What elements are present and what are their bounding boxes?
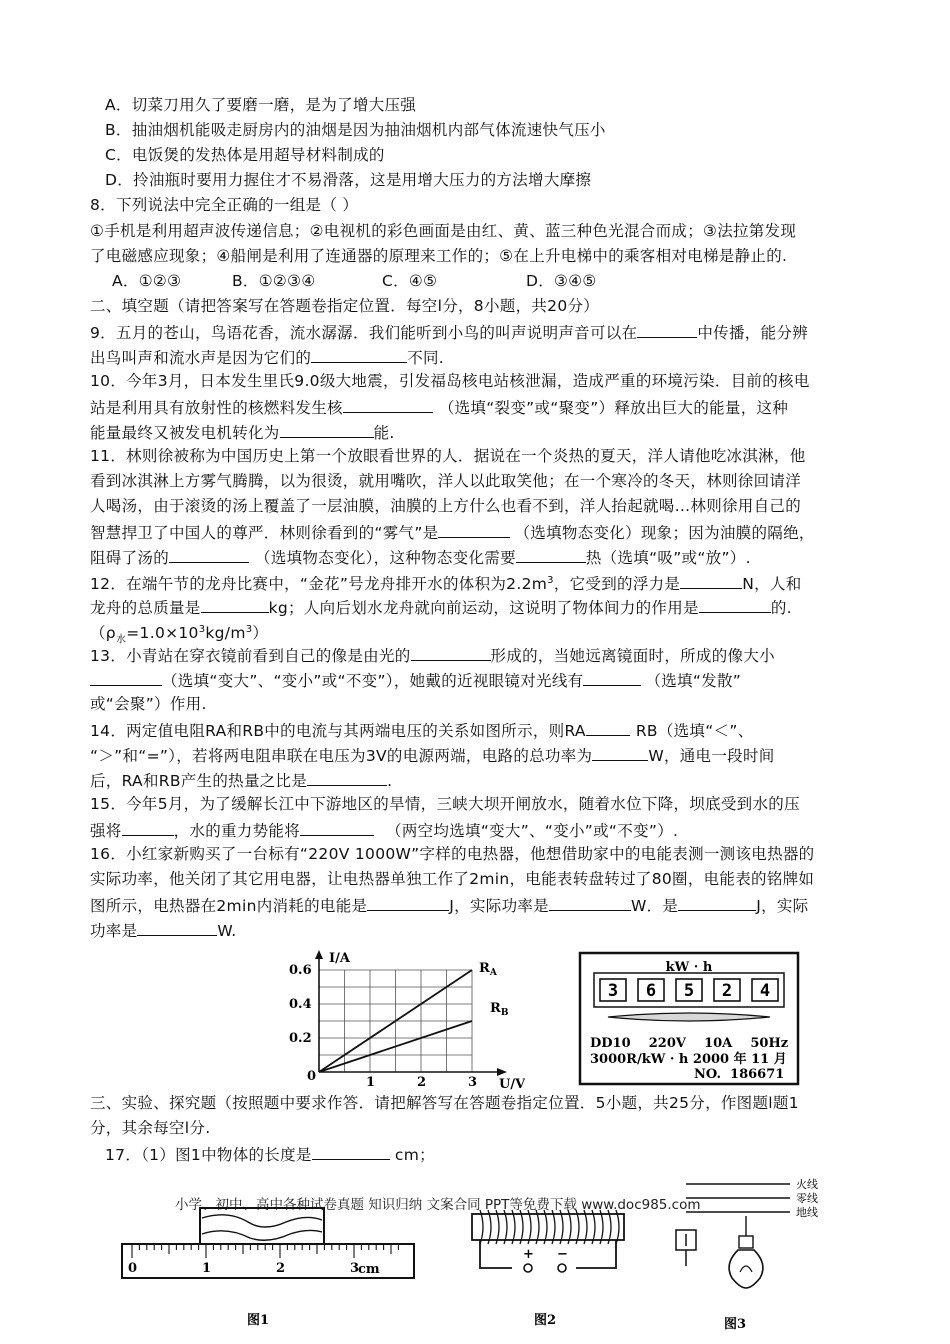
- q10-line3: [90, 421, 395, 443]
- q11-text: 热（选填“吸”或“放”）.: [585, 549, 751, 567]
- q13-text: （选填“发散”: [645, 672, 742, 690]
- iu-x-tick-label: 1: [366, 1075, 376, 1090]
- q9-text: 中传播，能分辨: [697, 324, 808, 342]
- q15-line2: [90, 819, 678, 841]
- q11-text: 智慧捍卫了中国人的尊严．林则徐看到的“雾气”是: [90, 524, 439, 542]
- q17-text: 17．（1）图1中物体的长度是: [105, 1146, 312, 1164]
- q9-blank-1: [637, 321, 697, 338]
- iu-rb-sub: B: [500, 1008, 509, 1018]
- q10-line2: [90, 396, 788, 418]
- q16-line1: 16．小红家新购买了一台标有“220V 1000W”字样的电热器，他想借助家中的电能表测一测该电热器的: [90, 845, 815, 863]
- q16-blank-2: [549, 894, 631, 911]
- q8-option-b: B．①②③④: [232, 272, 316, 290]
- q10-blank-2: [280, 421, 374, 438]
- meter-digit: 5: [683, 981, 695, 1001]
- meter-digit: 2: [721, 981, 733, 1001]
- q14-text: “＞”和“=”），若将两电阻串联在电压为3V的电源两端，电路的总功率为: [90, 747, 593, 765]
- q11-blank-3: [516, 546, 586, 563]
- meter-spec-line1: DD10 220V 10A 50Hz: [590, 1036, 789, 1051]
- q14-text: 14．两定值电阻RA和RB中的电流与其两端电压的关系如图所示，则RA: [90, 722, 586, 740]
- q12-text: ）: [252, 624, 269, 643]
- q15-line1: 15．今年5月，为了缓解长江中下游地区的旱情，三峡大坝开闸放水，随着水位下降，坝底受到水的压: [90, 795, 800, 813]
- q14-blank-3: [307, 769, 387, 786]
- q9-blank-2: [311, 346, 407, 363]
- q16-text: J，实际功率是: [449, 897, 549, 915]
- q8-options: [112, 271, 597, 291]
- fig1-caption: 图1: [246, 1313, 270, 1328]
- q11-line1: 11．林则徐被称为中国历史上第一个放眼看世界的人．据说在一个炎热的夏天，洋人请他吃冰淇淋，他: [90, 447, 806, 465]
- q15-blank-1: [122, 819, 174, 836]
- q12-superscript: 3: [245, 624, 253, 635]
- fig2-terminal-plus: [524, 1264, 532, 1272]
- q12-text: 12．在端午节的龙舟比赛中，“金花”号龙舟排开水的体积为2.2m: [90, 575, 548, 594]
- meter-spec-line2: 3000R/kW · h 2000 年 11 月: [590, 1052, 787, 1067]
- iu-x-tick-label: 3: [468, 1075, 478, 1090]
- q12-text: =1.0×10: [126, 624, 199, 643]
- q11-line3: 人喝汤，由于滚烫的汤上覆盖了一层油膜，油膜的上方什么也看不到，洋人抬起就喝…林则徐用自己的: [90, 497, 802, 515]
- q8-option-a: A．①②③: [112, 272, 182, 290]
- q14-text: RB（选填“＜”、: [635, 722, 754, 740]
- fig3-bulb: [729, 1250, 763, 1288]
- iu-ra-sub: A: [489, 968, 497, 978]
- q13-text: 形成的，当她远离镜面时，所成的像大小: [490, 647, 775, 665]
- q12-text: （ρ: [90, 624, 116, 643]
- fig3-lamp-socket: [739, 1236, 753, 1248]
- q16-text: W．是: [630, 897, 679, 915]
- footer-watermark: 小学、初中、高中各种试卷真题 知识归纳 文案合同 PPT等免费下载 www.doc985.com: [175, 1197, 701, 1213]
- iu-x-tick-label: 2: [417, 1075, 427, 1090]
- q12-blank-1: [680, 572, 742, 589]
- q17-line1: [105, 1143, 435, 1165]
- fig3-caption: 图3: [724, 1317, 747, 1332]
- fig1-object-pattern: [202, 1230, 322, 1240]
- q16-text: 功率是: [90, 922, 138, 940]
- iu-series-label-ra: [479, 961, 498, 978]
- q7-option-b: B．抽油烟机能吸走厨房内的油烟是因为抽油烟机内部气体流速快气压小: [105, 121, 606, 139]
- iu-rb-letter: R: [490, 1001, 501, 1016]
- q16-blank-4: [137, 919, 217, 936]
- q16-text: 图所示，电热器在2min内消耗的电能是: [90, 897, 368, 915]
- q8-statements-line2: 了电磁感应现象；④船闸是利用了连通器的原理来工作的；⑤在上升电梯中的乘客相对电梯是静止的.: [90, 247, 788, 265]
- q12-blank-2: [201, 596, 269, 613]
- fig2-wire-left: [480, 1240, 512, 1268]
- q16-line2: 实际功率，他关闭了其它用电器，让电热器单独工作了2min，电能表转盘转过了80圈，电能表的铭牌如: [90, 870, 815, 888]
- q9-line1: [90, 321, 808, 343]
- q14-line1: [90, 719, 754, 741]
- fig1-unit: cm: [358, 1262, 380, 1277]
- iu-y-tick-label: 0.4: [289, 997, 312, 1012]
- q15-blank-2: [300, 819, 374, 836]
- q7-option-a: A．切菜刀用久了要磨一磨，是为了增大压强: [105, 96, 417, 114]
- q16-text: W.: [217, 922, 237, 940]
- q16-blank-1: [367, 894, 449, 911]
- fig2-core: [472, 1214, 624, 1240]
- q9-text: 9．五月的苍山，鸟语花香，流水潺潺．我们能听到小鸟的叫声说明声音可以在: [90, 324, 638, 342]
- meter-digit: 4: [759, 981, 771, 1001]
- q11-line2: 看到冰淇淋上方雾气腾腾，以为很烫，就用嘴吹，洋人以此取笑他；在一个寒冷的冬天，林则徐回请洋: [90, 472, 802, 490]
- q17-blank-1: [312, 1143, 390, 1160]
- q9-text: 出鸟叫声和流水声是因为它们的: [90, 349, 312, 367]
- q17-text: cm；: [389, 1146, 435, 1164]
- q7-option-c: C．电饭煲的发热体是用超导材料制成的: [105, 146, 385, 164]
- q10-blank-1: [343, 396, 433, 413]
- q16-line4: [90, 919, 236, 941]
- fig1-tick-label: 1: [202, 1261, 212, 1276]
- fig2-minus-sign: −: [557, 1247, 568, 1262]
- q8-option-d: D．③④⑤: [526, 272, 597, 290]
- q14-line2: [90, 744, 775, 766]
- q9-line2: [90, 346, 444, 368]
- q11-blank-1: [438, 521, 510, 538]
- q10-text: 能.: [373, 424, 395, 442]
- q12-blank-3: [699, 596, 771, 613]
- q12-text: kg/m: [205, 624, 246, 643]
- q10-text: 能量最终又被发电机转化为: [90, 424, 280, 442]
- q13-line1: [90, 644, 775, 666]
- q14-text: .: [387, 772, 393, 790]
- q11-text: 阻碍了汤的: [90, 549, 170, 567]
- fig3-live-label: 火线: [796, 1178, 818, 1191]
- figure-3-wiring: [662, 1176, 848, 1338]
- section2-title: 二、填空题（请把答案写在答题卷指定位置．每空l分，8小题，共20分）: [90, 297, 600, 315]
- q11-line5: [90, 546, 751, 568]
- fig2-terminal-minus: [558, 1264, 566, 1272]
- q12-text: 龙舟的总质量是: [90, 599, 201, 617]
- fig3-neutral-label: 零线: [796, 1192, 818, 1205]
- q13-blank-3: [583, 669, 641, 686]
- q8-statements-line1: ①手机是利用超声波传递信息；②电视机的彩色画面是由红、黄、蓝三种色光混合而成；③法拉第发现: [90, 222, 797, 240]
- q15-text: （两空均选填“变大”、“变小”或“不变”）.: [386, 822, 679, 840]
- meter-unit: kW · h: [665, 960, 713, 975]
- q16-text: J，实际: [756, 897, 809, 915]
- q12-superscript: 3: [198, 624, 206, 635]
- q14-line3: [90, 769, 392, 791]
- q11-text: （选填物态变化）现象；因为油膜的隔绝，: [514, 524, 815, 542]
- iu-x-axis-label: U/V: [499, 1077, 525, 1090]
- q10-text: （选填“裂变”或“聚变”）释放出巨大的能量，这种: [438, 399, 789, 417]
- q12-text: 的.: [770, 599, 792, 617]
- figure-2-solenoid: [450, 1206, 640, 1336]
- q12-line2: [90, 596, 792, 618]
- q14-blank-1: [586, 719, 630, 736]
- iu-series-label-rb: [490, 1001, 509, 1018]
- section3-title-line2: 分，其余每空l分.: [90, 1119, 211, 1137]
- q14-text: W，通电一段时间: [648, 747, 775, 765]
- q7-option-d: D．拎油瓶时要用力握住才不易滑落，这是用增大压力的方法增大摩擦: [105, 171, 592, 189]
- q8-stem: 8．下列说法中完全正确的一组是（ ）: [90, 196, 359, 214]
- q11-text: （选填物态变化），这种物态变化需要: [255, 549, 516, 567]
- q14-text: 后，RA和RB产生的热量之比是: [90, 772, 308, 790]
- iu-ra-letter: R: [479, 961, 490, 976]
- q12-superscript: 3: [547, 575, 554, 586]
- meter-digit: 3: [607, 981, 619, 1001]
- q12-text: kg；人向后划水龙舟就向前运动，这说明了物体间力的作用是: [268, 599, 699, 617]
- fig2-plus-sign: +: [523, 1247, 534, 1262]
- fig1-tick-label: 3: [350, 1261, 360, 1276]
- q13-blank-1: [411, 644, 491, 661]
- fig2-wire-right: [576, 1240, 616, 1268]
- iu-origin-label: 0: [307, 1069, 317, 1084]
- fig1-object: [200, 1208, 324, 1244]
- q11-blank-2: [169, 546, 249, 563]
- figure-1-ruler: [118, 1206, 418, 1336]
- q10-text: 站是利用具有放射性的核燃料发生核: [90, 399, 343, 417]
- iu-graph: [285, 948, 525, 1090]
- q16-line3: [90, 894, 808, 916]
- fig1-object-pattern: [202, 1215, 322, 1227]
- fig2-caption: 图2: [533, 1313, 557, 1328]
- section3-title-line1: 三、实验、探究题（按照题中要求作答．请把解答写在答题卷指定位置．5小题，共25分，作图题l题1: [90, 1094, 799, 1112]
- q15-text: 强将: [90, 822, 122, 840]
- meter-spec-line3: NO. 186671: [694, 1067, 785, 1082]
- q12-text: N，人和: [742, 575, 802, 594]
- q10-line1: 10．今年3月，日本发生里氏9.0级大地震，引发福岛核电站核泄漏，造成严重的环境污染．目前的核电: [90, 372, 810, 390]
- fig3-ground-label: 地线: [796, 1206, 818, 1219]
- iu-y-arrow: [315, 950, 323, 959]
- meter-digit: 6: [645, 981, 657, 1001]
- q11-line4: [90, 521, 815, 543]
- q12-line1: [90, 571, 802, 594]
- electric-meter: [578, 951, 800, 1086]
- q13-text: 13．小青站在穿衣镜前看到自己的像是由光的: [90, 647, 411, 665]
- q13-text: （选填“变大”、“变小”或“不变”），她戴的近视眼镜对光线有: [162, 672, 584, 690]
- fig1-tick-label: 2: [276, 1261, 286, 1276]
- iu-y-tick-label: 0.2: [289, 1031, 312, 1046]
- q16-blank-3: [678, 894, 756, 911]
- iu-y-tick-label: 0.6: [289, 963, 312, 978]
- fig1-tick-label: 0: [128, 1261, 138, 1276]
- q15-text: ，水的重力势能将: [173, 822, 301, 840]
- q8-option-c: C．④⑤: [382, 272, 438, 290]
- q9-text: 不同.: [407, 349, 445, 367]
- q14-blank-2: [592, 744, 648, 761]
- iu-y-axis-label: I/A: [329, 951, 350, 966]
- q12-subscript: 水: [115, 634, 127, 646]
- iu-x-arrow: [497, 1068, 507, 1076]
- q13-line3: 或“会聚”）作用.: [90, 695, 207, 713]
- q13-line2: [90, 669, 741, 691]
- q13-blank-2: [90, 669, 162, 686]
- q12-text: ，它受到的浮力是: [553, 575, 681, 594]
